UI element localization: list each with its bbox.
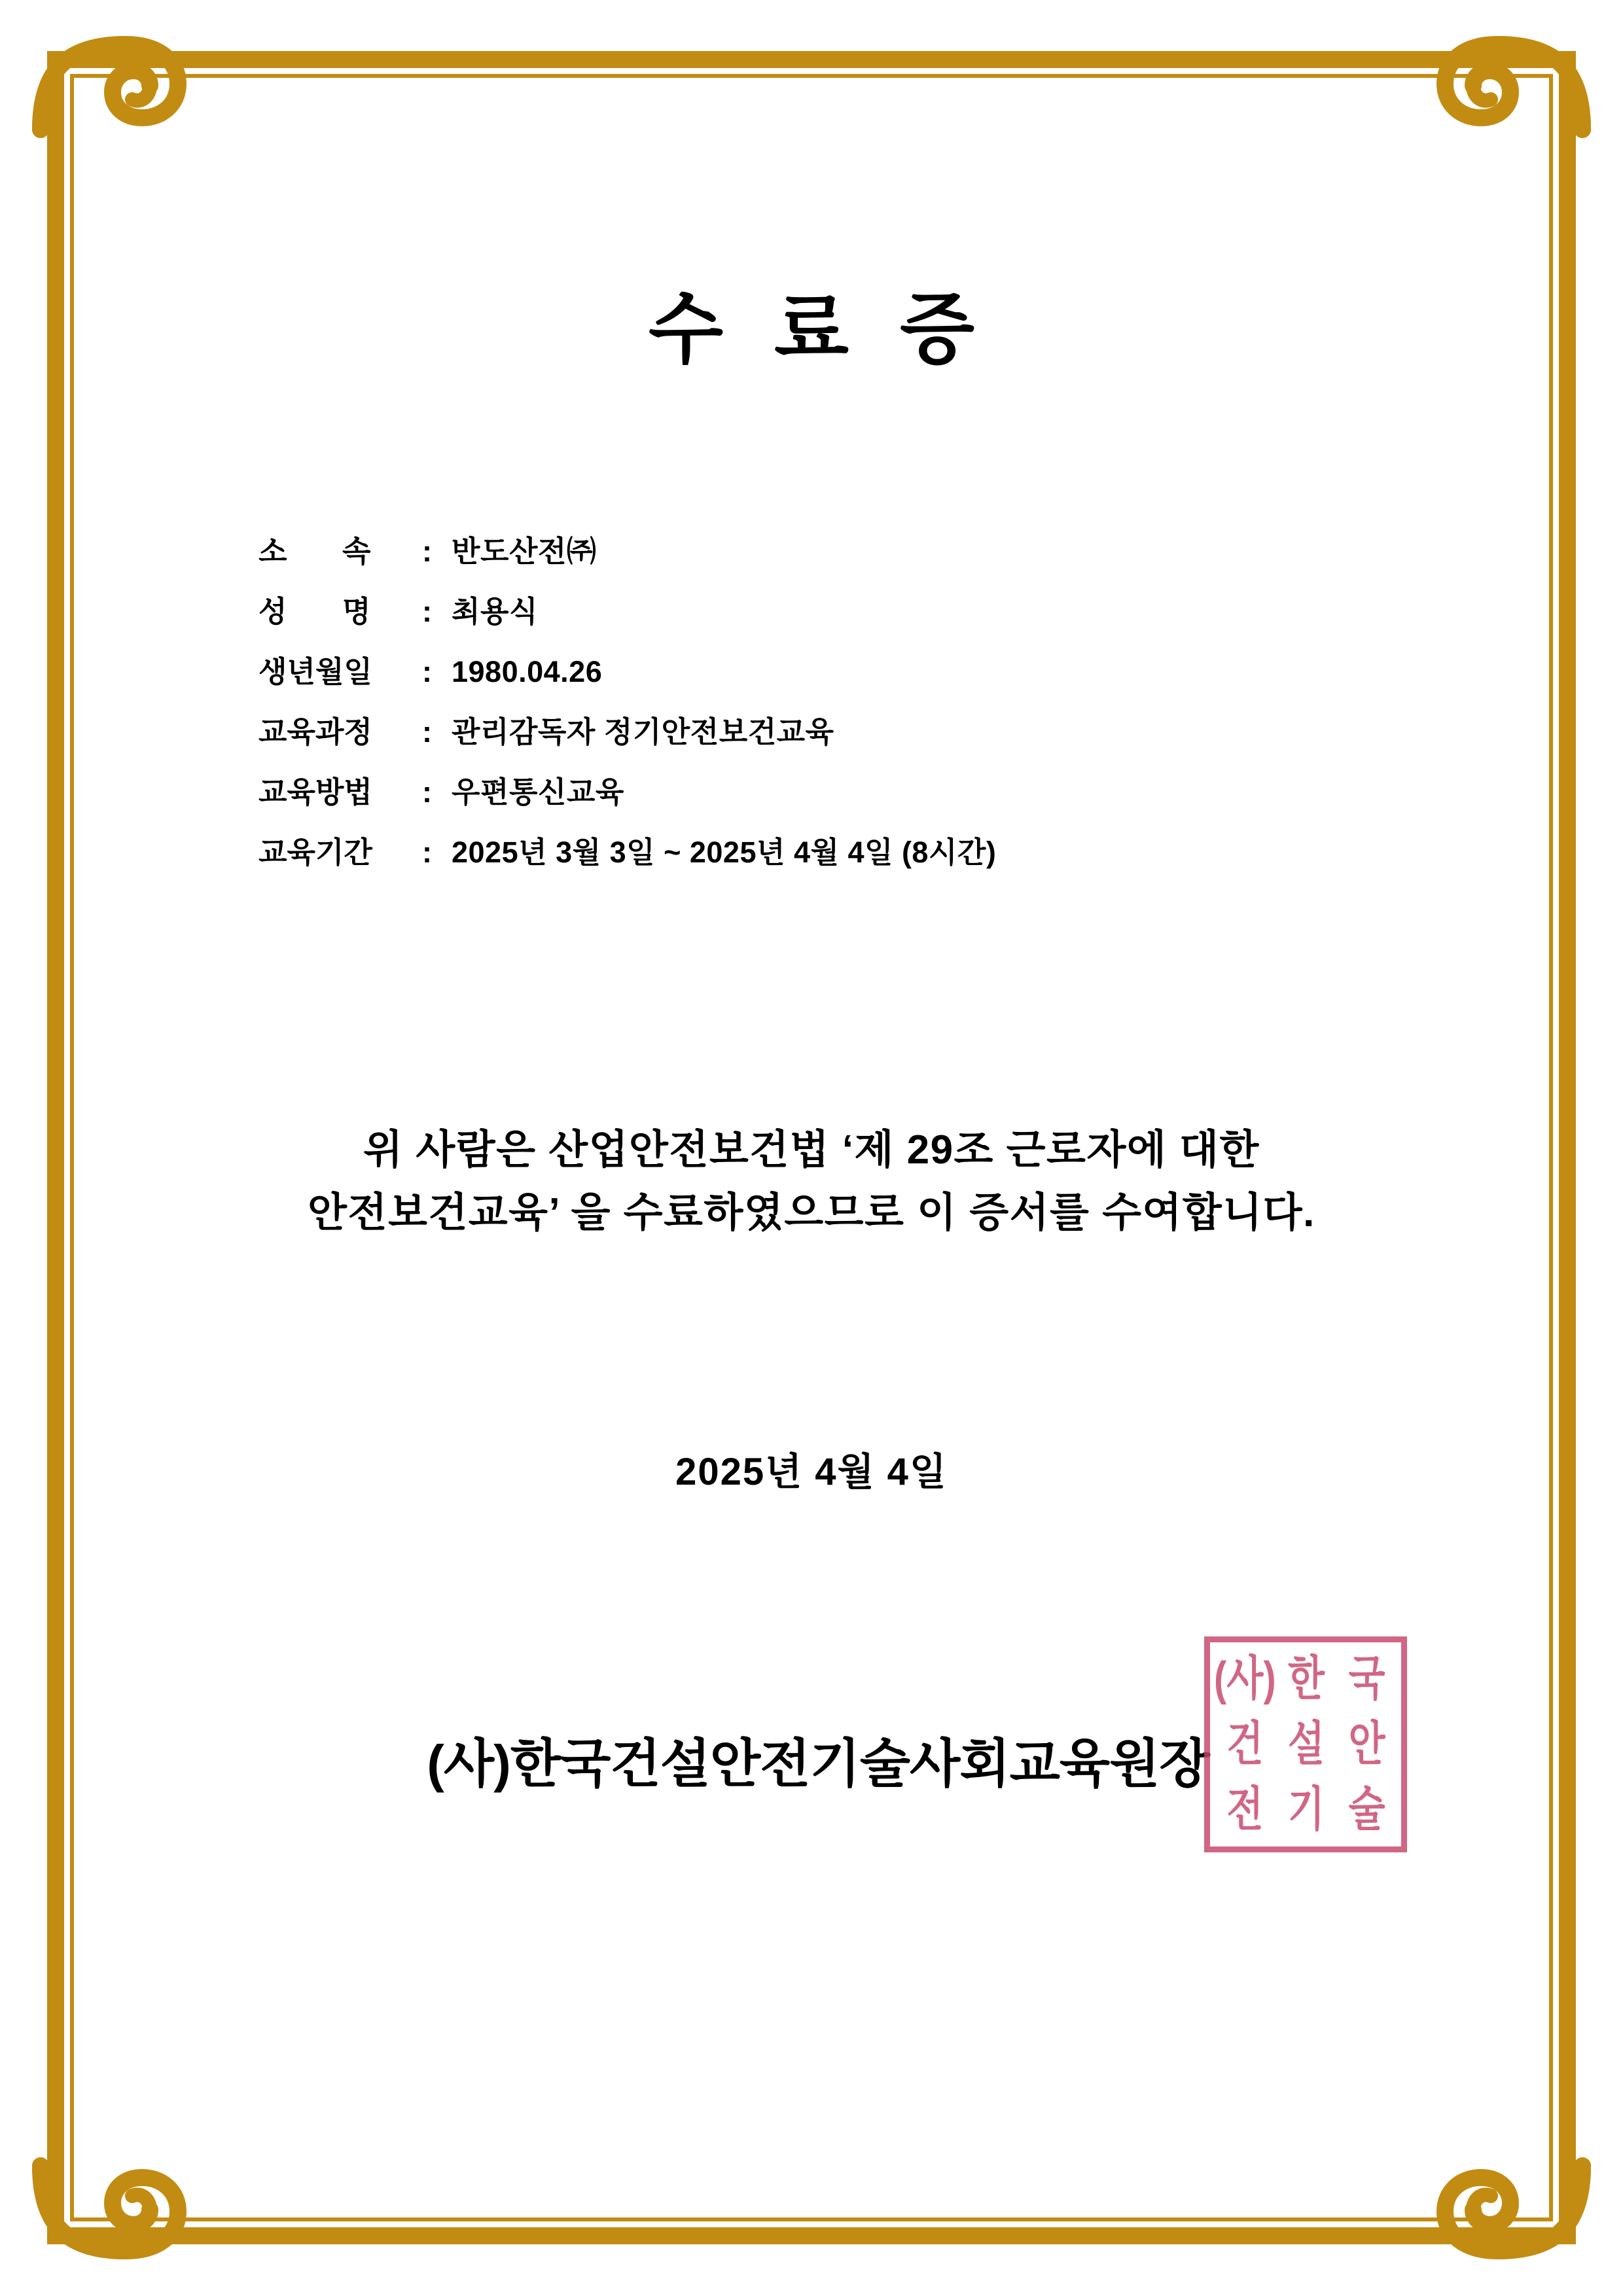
- field-value-course: 관리감독자 정기안전보건교육: [452, 715, 834, 749]
- seal-char-6: 안: [1348, 1717, 1385, 1771]
- recipient-details: [259, 534, 1505, 869]
- seal-char-9: 술: [1348, 1782, 1385, 1836]
- certificate-statement: [118, 1119, 1505, 1245]
- field-row-method: [259, 777, 1505, 807]
- field-value-method: 우편통신교육: [452, 775, 624, 809]
- field-row-period: [259, 835, 1505, 869]
- field-value-birthdate: 1980.04.26: [452, 654, 603, 688]
- certificate-title: 수료증: [649, 287, 1026, 373]
- seal-char-4: 건: [1226, 1717, 1264, 1771]
- field-row-name: [259, 594, 1505, 628]
- field-colon-method: :: [422, 775, 432, 809]
- seal-char-2: 한: [1287, 1651, 1325, 1705]
- field-value-name: 최용식: [452, 594, 538, 628]
- seal-char-1: (사): [1214, 1651, 1276, 1705]
- field-row-affiliation: [259, 534, 1505, 568]
- field-value-period: 2025년 3월 3일 ~ 2025년 4월 4일 (8시간): [452, 835, 997, 869]
- field-row-course: [259, 717, 1505, 747]
- field-label-birthdate: 생년월일: [259, 654, 372, 688]
- field-value-affiliation: 반도산전㈜: [452, 534, 597, 568]
- issuer-name: (사)한국건설안전기술사회교육원장: [427, 1734, 1209, 1793]
- seal-char-3: 국: [1348, 1651, 1385, 1705]
- field-label-period: 교육기간: [259, 835, 372, 869]
- certificate-content: [118, 111, 1505, 2185]
- field-colon-period: :: [422, 835, 432, 869]
- seal-char-7: 전: [1226, 1782, 1264, 1836]
- field-label-method: 교육방법: [259, 775, 372, 809]
- field-label-name: 성 명: [259, 594, 395, 628]
- field-row-birthdate: [259, 654, 1505, 688]
- field-label-course: 교육과정: [259, 715, 372, 749]
- field-colon-affiliation: :: [422, 534, 432, 568]
- statement-line-1: 위 사람은 산업안전보건법 ‘제 29조 근로자에 대한: [363, 1127, 1260, 1173]
- issue-date: 2025년 4월 4일: [675, 1450, 948, 1493]
- issuer-block: [118, 1650, 1505, 1859]
- statement-line-2: 안전보건교육’ 을 수료하였으므로 이 증서를 수여합니다.: [308, 1190, 1315, 1235]
- field-colon-birthdate: :: [422, 654, 432, 688]
- seal-char-5: 설: [1287, 1717, 1325, 1771]
- field-label-affiliation: 소 속: [259, 534, 395, 568]
- official-seal-stamp: [1204, 1636, 1407, 1852]
- field-colon-name: :: [422, 594, 432, 628]
- field-colon-course: :: [422, 715, 432, 749]
- seal-char-8: 기: [1287, 1782, 1325, 1836]
